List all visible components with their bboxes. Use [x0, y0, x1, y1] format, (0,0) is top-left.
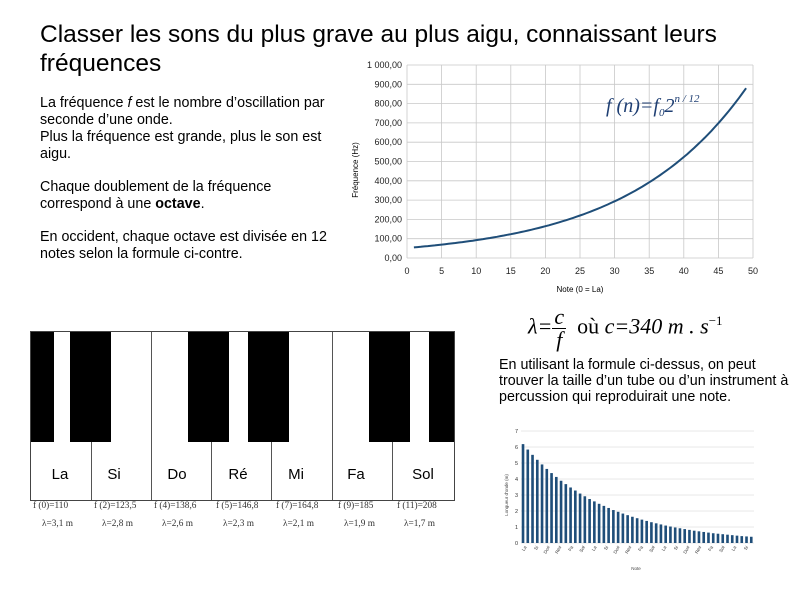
note-name-fa: Fa: [347, 466, 365, 483]
black-key: [188, 332, 229, 442]
x-tick-label: Ré#: [624, 545, 633, 555]
slide-title: Classer les sons du plus grave au plus aigu, connaissant leurs fréquences: [40, 21, 717, 77]
wavelength-formula-where: où: [577, 313, 600, 339]
note-frequency: f (2)=123,5: [94, 501, 137, 511]
wavelength-formula-rhs: c=340 m . s: [604, 313, 709, 339]
wavelength-bar: [717, 534, 720, 543]
wavelength-bar: [650, 522, 653, 543]
x-tick-label: 50: [747, 266, 759, 276]
x-tick-label: 25: [574, 266, 586, 276]
wavelength-bar: [641, 520, 644, 543]
note-name-mi: Mi: [288, 466, 304, 483]
wavelength-bar: [569, 487, 572, 543]
y-tick-label: 300,00: [374, 195, 402, 206]
x-tick-label: Do#: [682, 545, 691, 555]
wavelength-bar: [588, 499, 591, 543]
wavelength-fraction: [552, 306, 566, 351]
wavelength-bar: [526, 450, 529, 543]
intro-paragraph-2: [40, 179, 330, 213]
note-frequency: f (9)=185: [338, 501, 374, 511]
x-tick-label: 10: [471, 266, 482, 276]
wavelength-bar: [698, 531, 701, 543]
wavelength-bar: [560, 481, 563, 543]
wavelength-bar: [736, 536, 739, 543]
wavelength-bar: [579, 494, 582, 543]
intro-p3-a: Chaque doublement de la fréquence correspond à une: [40, 179, 272, 212]
y-tick-label: 0: [514, 540, 518, 547]
wavelength-bar: [584, 496, 587, 543]
frequency-chart-ylabel: Fréquence (Hz): [351, 142, 360, 198]
x-tick-label: Sol: [648, 545, 656, 554]
y-tick-label: 800,00: [374, 98, 402, 109]
wavelength-bar: [674, 527, 677, 543]
y-tick-label: 200,00: [374, 214, 402, 225]
frequency-formula-lhs: f (n)=f: [606, 95, 659, 117]
frequency-formula-exp: n / 12: [674, 93, 700, 105]
frequency-chart-y-ticks: [367, 60, 402, 263]
y-tick-label: 1 000,00: [366, 60, 402, 70]
intro-p3-b: .: [200, 196, 205, 212]
wavelength-bar: [598, 504, 601, 543]
wavelength-chart-bars: [522, 444, 753, 543]
y-tick-label: 400,00: [374, 175, 402, 186]
note-wavelength: λ=2,8 m: [102, 519, 133, 529]
frequency-chart: [340, 55, 760, 295]
wavelength-bar: [593, 501, 596, 543]
x-tick-label: Fa: [567, 545, 575, 553]
wavelength-bar: [683, 529, 686, 543]
wavelength-bar: [545, 469, 548, 543]
wavelength-bar: [655, 523, 658, 543]
wavelength-bar: [721, 534, 724, 543]
y-tick-label: 900,00: [374, 79, 402, 90]
intro-p1-b: est le nombre d’oscillation par seconde d’une onde.: [40, 95, 325, 128]
x-tick-label: 0: [404, 266, 410, 276]
note-name-sol: Sol: [412, 466, 434, 483]
wavelength-bar: [702, 532, 705, 543]
wavelength-bar: [645, 521, 648, 543]
wavelength-bar: [536, 460, 539, 543]
wavelength-chart-y-ticks: [515, 429, 518, 547]
wavelength-bar: [550, 473, 553, 543]
wavelength-bar: [612, 510, 615, 543]
x-tick-label: Si: [533, 545, 540, 551]
wavelength-formula-exp: −1: [708, 313, 723, 329]
x-tick-label: Fa: [637, 545, 645, 553]
wavelength-bar: [664, 526, 667, 543]
note-name-si: Si: [107, 466, 121, 483]
frequency-formula-sub: 0: [658, 107, 665, 119]
wavelength-bar: [726, 535, 729, 543]
intro-p2: Plus la fréquence est grande, plus le son est aigu.: [40, 129, 322, 162]
x-tick-label: Do#: [542, 545, 551, 555]
black-key: [248, 332, 289, 442]
frequency-formula-base: 2: [664, 95, 675, 117]
wavelength-bar: [622, 514, 625, 543]
wavelength-bar: [750, 537, 753, 543]
x-tick-label: Si: [602, 545, 610, 551]
usage-text: En utilisant la formule ci-dessus, on peut trouver la taille d’un tube ou d’un instrument à percussion qui reproduirait une note.: [499, 357, 789, 405]
y-tick-label: 2: [514, 508, 518, 515]
x-tick-label: La: [520, 545, 528, 552]
black-key: [369, 332, 410, 442]
wavelength-formula: [528, 306, 723, 351]
y-tick-label: 100,00: [374, 233, 402, 244]
x-tick-label: 30: [609, 266, 620, 276]
black-key: [429, 332, 454, 442]
black-key: [31, 332, 54, 442]
note-frequency: f (11)=208: [397, 501, 437, 511]
y-tick-label: 4: [514, 476, 518, 483]
x-tick-label: Do#: [612, 545, 621, 555]
wavelength-bar: [693, 531, 696, 543]
wavelength-bar: [531, 455, 534, 543]
x-tick-label: La: [590, 545, 598, 552]
note-frequency: f (4)=138,6: [154, 501, 197, 511]
note-frequency: f (0)=110: [33, 501, 69, 511]
y-tick-label: 500,00: [374, 156, 402, 167]
wavelength-bar: [574, 491, 577, 543]
x-tick-label: Sol: [718, 545, 726, 554]
intro-p3-bold: octave: [155, 196, 201, 212]
wavelength-fraction-num: c: [554, 304, 565, 329]
wavelength-bar: [669, 527, 672, 543]
frequency-chart-x-ticks: [404, 266, 758, 276]
intro-p1-f: f: [127, 95, 132, 111]
x-tick-label: La: [660, 545, 668, 552]
y-tick-label: 3: [514, 492, 518, 499]
wavelength-bar: [522, 444, 525, 543]
wavelength-bar: [740, 536, 743, 543]
x-tick-label: La: [730, 545, 738, 552]
wavelength-bar: [660, 524, 663, 543]
note-wavelength: λ=2,6 m: [162, 519, 193, 529]
intro-paragraph-1: [40, 95, 330, 163]
wavelength-chart-xlabel: Note: [631, 566, 641, 571]
wavelength-bar: [603, 506, 606, 543]
y-tick-label: 6: [514, 444, 518, 451]
x-tick-label: Si: [742, 545, 750, 551]
y-tick-label: 5: [514, 460, 518, 467]
x-tick-label: 20: [540, 266, 551, 276]
y-tick-label: 7: [514, 428, 518, 435]
x-tick-label: Fa: [707, 545, 715, 553]
x-tick-label: Sol: [578, 545, 586, 554]
wavelength-bar: [565, 484, 568, 543]
note-frequency: f (7)=164,8: [276, 501, 319, 511]
note-name-re: Ré: [228, 466, 248, 483]
frequency-formula: [606, 93, 700, 119]
note-wavelength: λ=1,7 m: [404, 519, 435, 529]
frequency-chart-xlabel: Note (0 = La): [556, 285, 604, 294]
wavelength-bar: [607, 508, 610, 543]
x-tick-label: 40: [678, 266, 689, 276]
y-tick-label: 700,00: [374, 117, 402, 128]
x-tick-label: Si: [672, 545, 680, 551]
intro-text: [40, 95, 330, 279]
y-tick-label: 0,00: [384, 253, 402, 263]
wavelength-bar: [688, 530, 691, 543]
x-tick-label: Ré#: [694, 545, 703, 555]
note-wavelength: λ=2,1 m: [283, 519, 314, 529]
wavelength-bar: [679, 528, 682, 543]
note-name-do: Do: [167, 466, 187, 483]
wavelength-bar: [636, 518, 639, 543]
wavelength-bar: [617, 512, 620, 543]
x-tick-label: 45: [713, 266, 724, 276]
wavelength-fraction-den: f: [556, 327, 563, 352]
x-tick-label: 5: [439, 266, 445, 276]
x-tick-label: 35: [644, 266, 655, 276]
wavelength-bar: [745, 536, 748, 543]
wavelength-bar: [626, 515, 629, 543]
intro-p1-a: La fréquence: [40, 95, 128, 111]
wavelength-bar: [555, 477, 558, 543]
y-tick-label: 600,00: [374, 137, 402, 148]
wavelength-chart-x-ticks: [521, 545, 749, 555]
wavelength-chart-ylabel: Longueur d'onde (m): [504, 474, 509, 516]
wavelength-chart: [496, 425, 766, 575]
note-wavelength: λ=1,9 m: [344, 519, 375, 529]
note-wavelength: λ=2,3 m: [223, 519, 254, 529]
wavelength-bar: [731, 535, 734, 543]
y-tick-label: 1: [514, 524, 518, 531]
wavelength-formula-lhs: λ=: [528, 313, 553, 339]
piano-keyboard: [30, 331, 455, 501]
note-wavelength: λ=3,1 m: [42, 519, 73, 529]
wavelength-bar: [712, 533, 715, 543]
note-frequency: f (5)=146,8: [216, 501, 259, 511]
frequency-chart-grid: [407, 65, 753, 258]
wavelength-bar: [631, 517, 634, 543]
note-name-la: La: [51, 466, 69, 483]
wavelength-bar: [541, 464, 544, 543]
x-tick-label: 15: [505, 266, 516, 276]
intro-p4: En occident, chaque octave est divisée en 12 notes selon la formule ci-contre.: [40, 229, 327, 262]
wavelength-bar: [707, 533, 710, 543]
intro-paragraph-3: [40, 229, 330, 263]
black-key: [70, 332, 111, 442]
x-tick-label: Ré#: [554, 545, 563, 555]
